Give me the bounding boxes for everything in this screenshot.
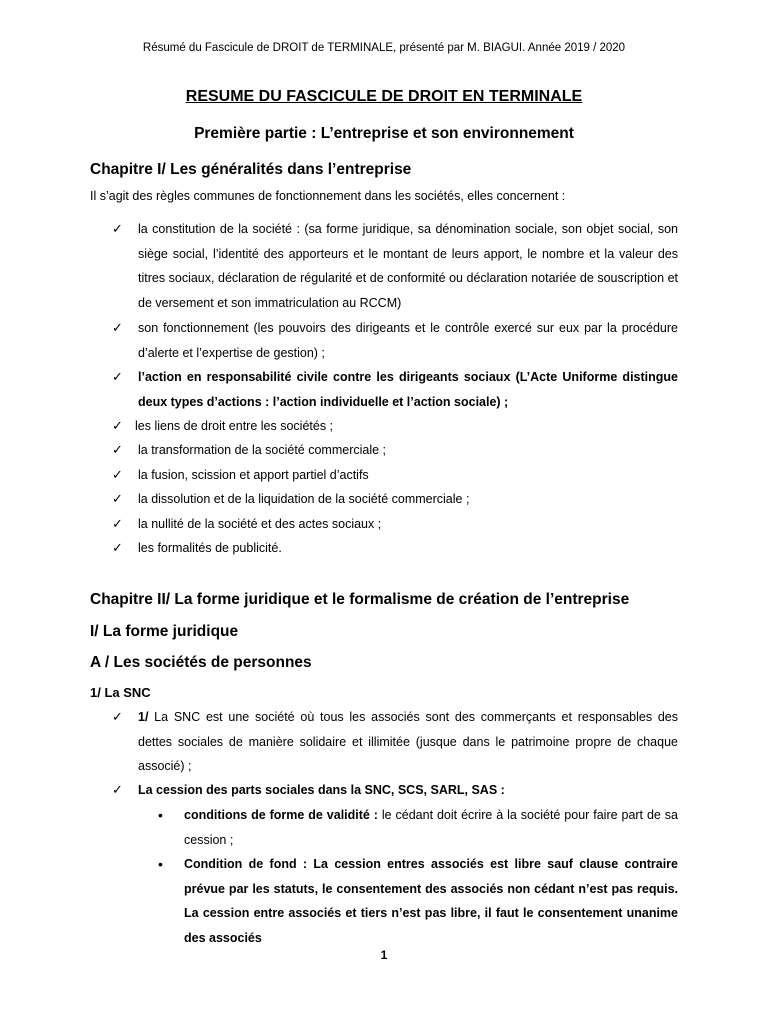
list-item bbox=[90, 316, 678, 365]
check-icon: ✓ bbox=[112, 418, 123, 433]
check-icon: ✓ bbox=[112, 491, 123, 506]
check-icon: ✓ bbox=[112, 442, 123, 457]
list-item bbox=[90, 217, 678, 315]
list-item bbox=[90, 414, 678, 439]
sub-item-lead: Condition de fond : bbox=[184, 857, 308, 871]
check-icon: ✓ bbox=[112, 709, 123, 724]
chapter-1-intro: Il s’agit des règles communes de fonctionnement dans les sociétés, elles concernent : bbox=[90, 189, 566, 203]
part-title: Première partie : L’entreprise et son environnement bbox=[194, 125, 574, 142]
sub-item-body: le cédant doit écrire à la société pour faire part de sa cession ; bbox=[184, 808, 678, 847]
sub-item-lead: conditions de forme de validité : bbox=[184, 808, 378, 822]
sub-list-item bbox=[139, 852, 678, 950]
list-item-text: La cession des parts sociales dans la SNC, SCS, SARL, SAS : bbox=[138, 783, 505, 797]
section-heading: I/ La forme juridique bbox=[90, 623, 239, 640]
bullet-icon: • bbox=[158, 807, 163, 823]
check-icon: ✓ bbox=[112, 467, 123, 482]
list-item-lead: 1/ bbox=[138, 710, 149, 724]
check-icon: ✓ bbox=[112, 782, 123, 797]
subsection-heading: A / Les sociétés de personnes bbox=[90, 654, 312, 671]
list-item-body: La SNC est une société où tous les associés sont des commerçants et responsables des dettes sociales de manière solidaire et illimitée (jusque dans le patrimoine propre de chaque associé) ; bbox=[138, 710, 678, 773]
list-item bbox=[90, 463, 678, 488]
check-icon: ✓ bbox=[112, 540, 123, 555]
list-item-text: la transformation de la société commerciale ; bbox=[138, 443, 387, 457]
list-item bbox=[90, 365, 678, 414]
list-item bbox=[90, 487, 678, 512]
bullet-icon: • bbox=[158, 856, 163, 872]
list-item bbox=[90, 438, 678, 463]
running-header: Résumé du Fascicule de DROIT de TERMINALE, présenté par M. BIAGUI. Année 2019 / 2020 bbox=[142, 42, 626, 54]
list-item bbox=[90, 778, 678, 803]
list-item-text: l’action en responsabilité civile contre les dirigeants sociaux (L’Acte Uniforme distingue deux types d’actions : l’action individuelle et l’action sociale) ; bbox=[138, 370, 678, 409]
chapter-1-heading: Chapitre I/ Les généralités dans l’entreprise bbox=[90, 161, 412, 178]
list-item bbox=[90, 536, 678, 561]
page-number: 1 bbox=[380, 948, 388, 962]
document-title: RESUME DU FASCICULE DE DROIT EN TERMINALE bbox=[185, 88, 583, 105]
snc-heading: 1/ La SNC bbox=[90, 685, 151, 700]
sub-item-body: La cession entres associés est libre sauf clause contraire prévue par les statuts, le consentement des associés non cédant n’est pas requis. La cession entre associés et tiers n’est pas libre, il faut le consentement unanime des associés bbox=[184, 857, 678, 945]
check-icon: ✓ bbox=[112, 221, 123, 236]
sub-list-item-text bbox=[184, 803, 678, 852]
check-icon: ✓ bbox=[112, 320, 123, 335]
sub-list-item-text bbox=[184, 852, 678, 950]
sub-list-item bbox=[139, 803, 678, 852]
list-item-text: les formalités de publicité. bbox=[138, 541, 282, 555]
check-icon: ✓ bbox=[112, 369, 123, 384]
check-icon: ✓ bbox=[112, 516, 123, 531]
list-item-text: la constitution de la société : (sa forme juridique, sa dénomination sociale, son objet social, son siège social, l’identité des apporteurs et le montant de leurs apport, le nombre et la valeur des titres sociaux, déclaration de régularité et de conformité ou déclaration notariée de souscription et de versement et son immatriculation au RCCM) bbox=[138, 222, 678, 310]
list-item-text: la nullité de la société et des actes sociaux ; bbox=[138, 517, 382, 531]
list-item-text: la dissolution et de la liquidation de la société commerciale ; bbox=[138, 492, 470, 506]
list-item-text: les liens de droit entre les sociétés ; bbox=[135, 419, 334, 433]
chapter-2-heading: Chapitre II/ La forme juridique et le formalisme de création de l’entreprise bbox=[90, 591, 630, 608]
list-item bbox=[90, 705, 678, 779]
list-item-text: son fonctionnement (les pouvoirs des dirigeants et le contrôle exercé sur eux par la procédure d’alerte et l’expertise de gestion) ; bbox=[138, 321, 678, 360]
list-item bbox=[90, 512, 678, 537]
list-item-text: la fusion, scission et apport partiel d’actifs bbox=[138, 468, 369, 482]
list-item-text bbox=[138, 705, 678, 779]
